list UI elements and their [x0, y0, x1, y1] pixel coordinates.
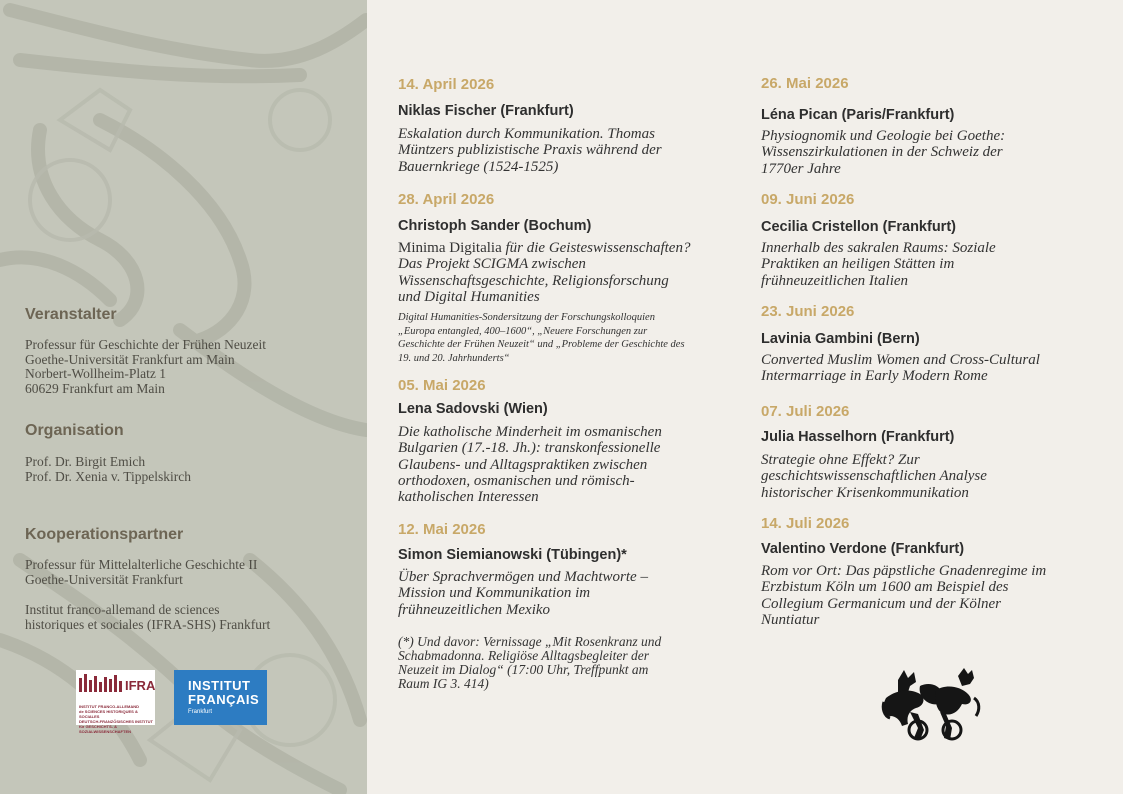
partner-line: Goethe-Universität Frankfurt [25, 571, 183, 587]
event-speaker: Lena Sadovski (Wien) [398, 401, 548, 417]
address-line: Norbert-Wollheim-Platz 1 [25, 366, 166, 381]
event-title [398, 569, 648, 618]
event-speaker: Léna Pican (Paris/Frankfurt) [761, 107, 955, 123]
note-line: „Europa entangled, 400–1600“, „Neuere Forschungen zur [398, 325, 648, 337]
title-line: Eskalation durch Kommunikation. Thomas [398, 126, 655, 142]
event-date: 09. Juni 2026 [761, 191, 855, 208]
note-line: Geschichte der Frühen Neuzeit“ und „Probleme der Geschichte des [398, 339, 685, 351]
veranstalter-address [25, 338, 266, 396]
event-title [761, 563, 1046, 628]
kooperation-partner-1 [25, 558, 257, 587]
event-date: 14. Juli 2026 [761, 515, 850, 532]
title-line: 1770er Jahre [761, 160, 841, 177]
event-date: 07. Juli 2026 [761, 403, 850, 420]
partner-line: Professur für Mittelalterliche Geschichte II [25, 557, 258, 572]
event-speaker: Simon Siemianowski (Tübingen)* [398, 547, 627, 563]
organisation-heading: Organisation [25, 422, 124, 439]
title-line: Bulgarien (17.-18. Jh.): transkonfessionelle [398, 440, 661, 457]
title-line: Nuntiatur [761, 611, 820, 628]
event-title [761, 452, 987, 501]
event-speaker: Lavinia Gambini (Bern) [761, 331, 920, 347]
title-line: Erzbistum Köln um 1600 am Beispiel des [761, 579, 1009, 596]
ifra-bars-icon [76, 670, 155, 700]
veranstalter-heading: Veranstalter [25, 306, 117, 323]
title-line: Das Projekt SCIGMA zwischen [398, 256, 586, 273]
event-date: 23. Juni 2026 [761, 303, 855, 320]
title-line: katholischen Interessen [398, 489, 539, 506]
title-line: Bauernkriege (1524-1525) [398, 158, 559, 175]
event-date: 05. Mai 2026 [398, 377, 486, 394]
title-line: Strategie ohne Effekt? Zur [761, 452, 920, 468]
event-date: 12. Mai 2026 [398, 521, 486, 538]
event-speaker: Christoph Sander (Bochum) [398, 218, 592, 234]
organisation-names [25, 455, 191, 484]
title-line: Wissenschaftsgeschichte, Religionsforschung [398, 272, 669, 289]
title-line-rest: für die Geisteswissenschaften? [501, 240, 691, 256]
title-upright-part: Minima Digitalia [398, 240, 502, 256]
title-line: orthodoxen, osmanischen und römisch- [398, 472, 635, 489]
title-line: Mission und Kommunikation im [398, 585, 591, 602]
event-title [398, 126, 662, 175]
ifra-sub-line: INSTITUT FRANCO-ALLEMAND [79, 704, 139, 709]
title-line: Intermarriage in Early Modern Rome [761, 368, 988, 385]
event-date: 14. April 2026 [398, 76, 495, 93]
if-line2: FRANÇAIS [188, 692, 260, 707]
title-line: Glaubens- und Alltagspraktiken zwischen [398, 456, 648, 473]
note-line: 19. und 20. Jahrhunderts“ [398, 352, 510, 364]
note-line: Digital Humanities-Sondersitzung der Forschungskolloquien [398, 312, 655, 323]
event-title [398, 240, 690, 305]
event-date: 26. Mai 2026 [761, 75, 849, 92]
event-date: 28. April 2026 [398, 191, 495, 208]
sidebar [0, 0, 367, 794]
note-line: Raum IG 3. 414) [398, 676, 489, 691]
event-note [398, 311, 685, 365]
ifra-sub-line: DEUTSCH-FRANZÖSISCHES INSTITUT [79, 719, 153, 724]
chariot-woodcut-illustration [880, 668, 982, 748]
address-line: Goethe-Universität Frankfurt am Main [25, 351, 235, 367]
kooperation-heading: Kooperationspartner [25, 526, 184, 543]
title-line: frühneuzeitlichen Italien [761, 272, 909, 289]
if-line1: INSTITUT [188, 678, 251, 693]
title-line: Rom vor Ort: Das päpstliche Gnadenregime im [761, 563, 1047, 579]
ifra-sub-line: für GESCHICHTS- & SOZIALWISSENSCHAFTEN [79, 724, 132, 734]
note-line: Schabmadonna. Religiöse Alltagsbegleiter der [398, 648, 649, 663]
title-line: und Digital Humanities [398, 288, 540, 305]
if-line3: Frankfurt [188, 709, 213, 715]
event-footnote [398, 635, 661, 691]
organizer-name: Prof. Dr. Xenia v. Tippelskirch [25, 468, 191, 484]
note-line: Neuzeit im Dialog“ (17:00 Uhr, Treffpunkt am [398, 662, 649, 677]
title-line: Wissenszirkulationen in der Schweiz der [761, 144, 1003, 161]
event-title [761, 352, 1040, 385]
title-line: Innerhalb des sakralen Raums: Soziale [761, 240, 996, 256]
address-line: Professur für Geschichte der Frühen Neuzeit [25, 337, 267, 352]
ifra-subtitle [76, 704, 155, 734]
organizer-name: Prof. Dr. Birgit Emich [25, 454, 146, 469]
kooperation-partner-2 [25, 603, 270, 632]
title-line: geschichtswissenschaftlichen Analyse [761, 468, 987, 485]
title-line: Physiognomik und Geologie bei Goethe: [761, 128, 1006, 144]
ifra-text: IFRA [125, 678, 155, 693]
ifra-sub-line: de SCIENCES HISTORIQUES & SOCIALES [79, 709, 138, 719]
event-speaker: Niklas Fischer (Frankfurt) [398, 103, 574, 119]
partner-line: historiques et sociales (IFRA-SHS) Frankfurt [25, 616, 271, 632]
title-line: Praktiken an heiligen Stätten im [761, 256, 955, 273]
title-line: frühneuzeitlichen Mexiko [398, 601, 551, 618]
title-line: historischer Krisenkommunikation [761, 484, 969, 501]
event-speaker: Julia Hasselhorn (Frankfurt) [761, 429, 955, 445]
event-title [761, 128, 1005, 177]
partner-line: Institut franco-allemand de sciences [25, 602, 220, 617]
note-line: (*) Und davor: Vernissage „Mit Rosenkranz und [398, 634, 662, 649]
ifra-logo [76, 670, 155, 734]
address-line: 60629 Frankfurt am Main [25, 380, 165, 396]
event-speaker: Cecilia Cristellon (Frankfurt) [761, 219, 956, 235]
title-line: Die katholische Minderheit im osmanischen [398, 424, 662, 440]
title-line: Müntzers publizistische Praxis während der [398, 142, 662, 159]
title-line: Über Sprachvermögen und Machtworte – [398, 569, 648, 585]
event-title [761, 240, 996, 289]
event-title [398, 424, 662, 505]
title-line: Collegium Germanicum und der Kölner [761, 595, 1001, 612]
title-line: Converted Muslim Women and Cross-Cultural [761, 352, 1040, 368]
institut-francais-logo [174, 670, 267, 725]
event-speaker: Valentino Verdone (Frankfurt) [761, 541, 965, 557]
